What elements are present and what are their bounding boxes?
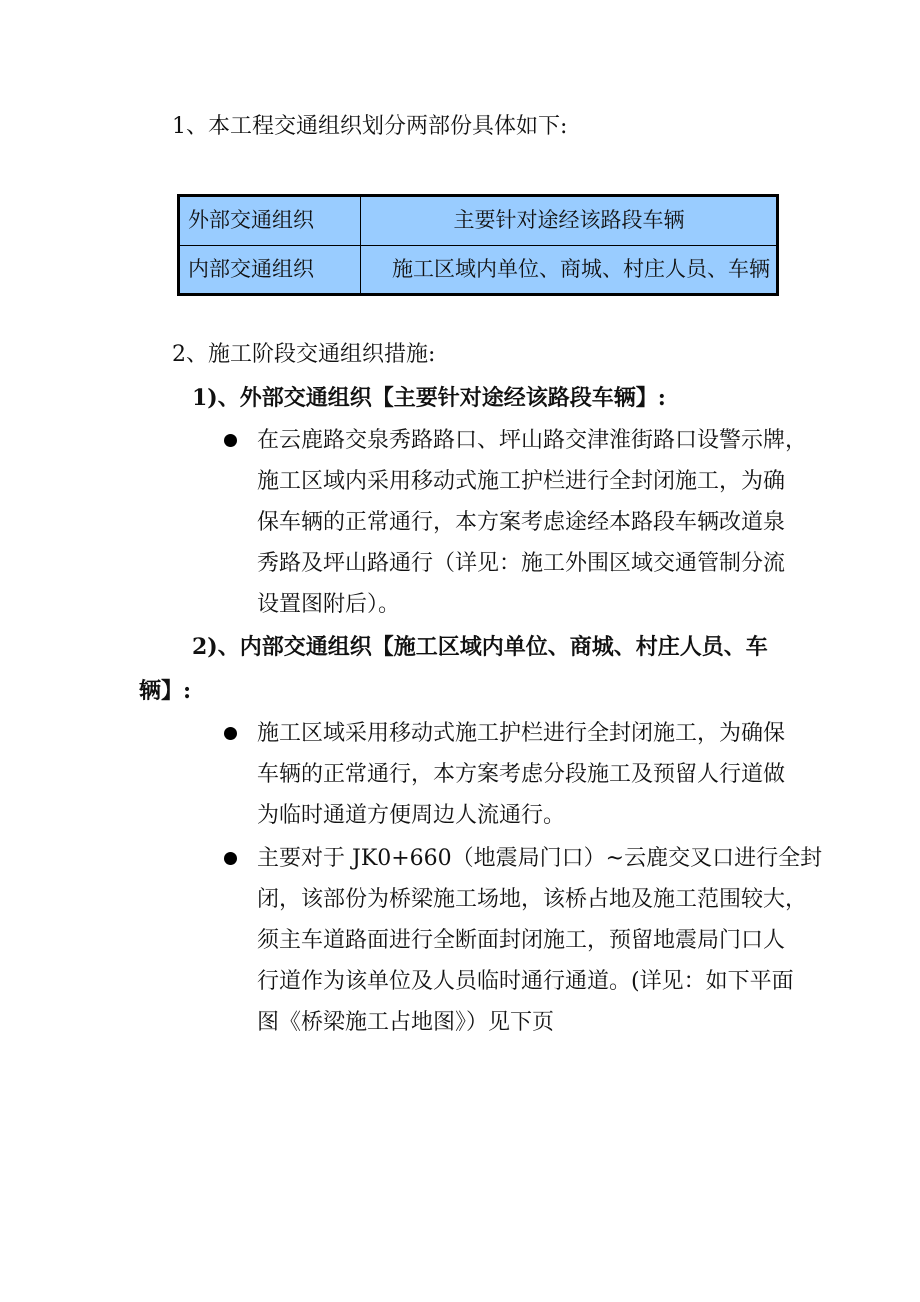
text-line: 为临时通道方便周边人流通行。 <box>257 803 566 828</box>
table-row <box>180 246 776 294</box>
internal-bullet-text <box>257 838 822 1043</box>
internal-traffic-heading: 2)、内部交通组织【施工区域内单位、商城、村庄人员、车 <box>192 634 768 660</box>
text-line: 保车辆的正常通行，本方案考虑途经本路段车辆改道泉 <box>257 510 786 535</box>
text-line: 施工区域采用移动式施工护栏进行全封闭施工，为确保 <box>257 721 786 746</box>
text-line: 主要对于 JK0+660（地震局门口）~云鹿交叉口进行全封 <box>257 846 823 871</box>
traffic-organization-table <box>177 194 779 296</box>
table-cell-type: 外部交通组织 <box>180 197 361 245</box>
external-bullet-text <box>257 420 807 625</box>
text-line: 车辆的正常通行，本方案考虑分段施工及预留人行道做 <box>257 762 786 787</box>
table-cell-type: 内部交通组织 <box>180 246 361 294</box>
section2-heading: 2、施工阶段交通组织措施: <box>172 342 436 367</box>
text-line: 设置图附后）。 <box>257 592 401 617</box>
text-line: 秀路及坪山路通行（详见：施工外围区域交通管制分流 <box>257 551 786 576</box>
table-cell-target: 施工区域内单位、商城、村庄人员、车辆 <box>392 257 770 281</box>
table-row <box>180 197 776 246</box>
section1-heading: 1、本工程交通组织划分两部份具体如下: <box>172 114 568 139</box>
bullet-icon <box>224 727 237 740</box>
internal-bullet-text <box>257 713 785 836</box>
text-line: 闭，该部份为桥梁施工场地，该桥占地及施工范围较大， <box>257 887 808 912</box>
bullet-icon <box>224 852 237 865</box>
text-line: 图《桥梁施工占地图》）见下页 <box>257 1010 555 1035</box>
external-traffic-heading: 1)、外部交通组织【主要针对途经该路段车辆】: <box>192 385 666 411</box>
text-line: 行道作为该单位及人员临时通行通道。(详见：如下平面 <box>257 969 794 994</box>
internal-traffic-heading-cont: 辆】: <box>139 678 192 704</box>
text-line: 施工区域内采用移动式施工护栏进行全封闭施工，为确 <box>257 469 786 494</box>
bullet-icon <box>224 434 237 447</box>
text-line: 须主车道路面进行全断面封闭施工，预留地震局门口人 <box>257 928 786 953</box>
table-cell-target: 主要针对途经该路段车辆 <box>453 208 685 232</box>
text-line: 在云鹿路交泉秀路路口、坪山路交津淮街路口设警示牌， <box>257 428 808 453</box>
